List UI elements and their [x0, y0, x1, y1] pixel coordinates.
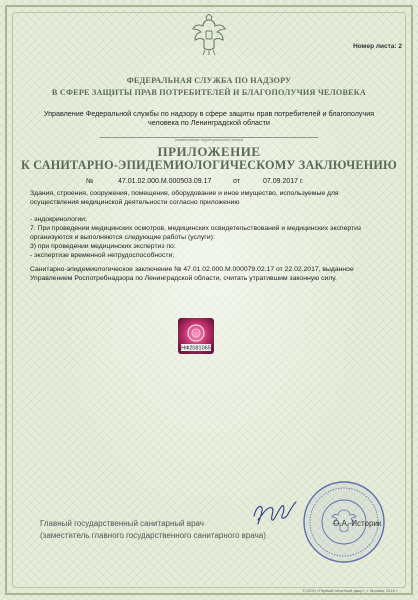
agency-name-line2: В СФЕРЕ ЗАЩИТЫ ПРАВ ПОТРЕБИТЕЛЕЙ И БЛАГОПОЛУЧИЯ ЧЕЛОВЕКА — [51, 88, 367, 97]
intro-line1: Здания, строения, сооружения, помещения, оборудование и иное имущество, используемые для — [30, 190, 339, 197]
intro-text — [30, 190, 339, 208]
department-caption: (наименование территориального органа) — [174, 138, 244, 142]
intro-line2: осуществления медицинской деятельности согласно приложению — [30, 198, 240, 206]
double-headed-eagle-emblem-icon — [191, 14, 227, 56]
list-item-temporary-disability: - экспертизе временной нетрудоспособности; — [30, 252, 175, 259]
list-item-expertise: 3) при проведении медицинских экспертиз по: — [30, 243, 176, 250]
document-date: 07.09.2017 г. — [263, 178, 304, 185]
document-subtitle: К САНИТАРНО-ЭПИДЕМИОЛОГИЧЕСКОМУ ЗАКЛЮЧЕНИЮ — [21, 158, 397, 172]
signer-title-line2: (заместитель главного государственного санитарного врача) — [40, 531, 266, 540]
agency-name-line1: ФЕДЕРАЛЬНАЯ СЛУЖБА ПО НАДЗОРУ — [126, 76, 292, 85]
page-number: Номер листа: 2 — [353, 43, 402, 50]
date-label: от — [233, 178, 240, 185]
revocation-line1: Санитарно-эпидемиологическое заключение № 47.01.02.000.М.000079.02.17 от 22.02.2017, выданное — [30, 266, 354, 273]
hologram-sticker-icon — [178, 318, 214, 354]
document-number: 47.01.02.000.М.000503.09.17 — [118, 178, 212, 185]
list-item-endocrinology: - эндокринологии; — [30, 216, 87, 223]
department-name-line2: человека по Ленинградской области — [148, 118, 270, 127]
signer-title-line1: Главный государственный санитарный врач — [40, 519, 204, 528]
department-name-line1: Управление Федеральной службы по надзору в сфере защиты прав потребителей и благополучия — [43, 109, 375, 118]
list-item-medical-exams — [30, 225, 361, 243]
medical-exams-line1: 7. При проведении медицинских осмотров, медицинских освидетельствований и медицинских экспертиз — [30, 225, 362, 232]
department-name — [40, 109, 378, 127]
number-label: № — [86, 178, 94, 185]
handwritten-signature-icon — [250, 498, 298, 528]
revocation-notice — [30, 266, 354, 284]
signer-name: О.А. Историк — [333, 519, 382, 528]
revocation-line2: Управлением Роспотребнадзора по Ленинградской области, считать утратившим законную силу. — [30, 274, 337, 282]
medical-exams-line2: организуются и выполняются следующие работы (услуги): — [30, 233, 215, 241]
hologram-code: НФ2081065 — [181, 345, 211, 352]
document-title: ПРИЛОЖЕНИЕ — [157, 144, 261, 159]
printer-imprint: © ООО «Первый печатный двор», г. Москва, 2016 г. — [302, 588, 398, 593]
